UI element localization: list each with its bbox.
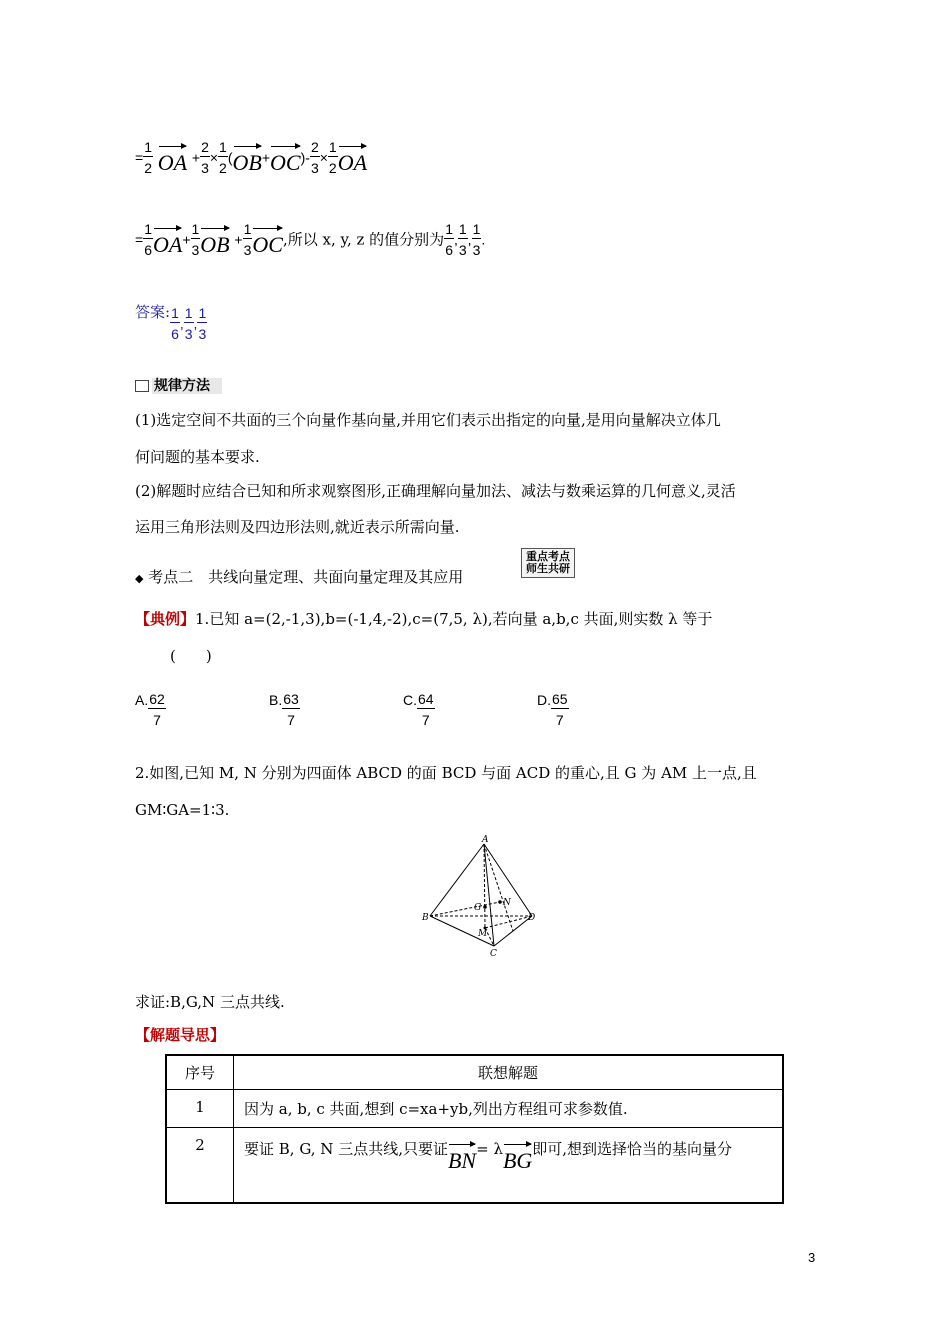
equation-line-2: = $\frac{1}{6}$ OA+ $\frac{1}{3}$ OB + $\frac{1}{3}$ OC,所以 x, y, z 的值分别为 $\frac{1}{6}$ , $\frac{1}{3}$ , $\frac{1}{3}$ . [135, 221, 486, 258]
label-b: B [422, 913, 429, 923]
prove-statement: 求证:B,G,N 三点共线. [135, 993, 285, 1011]
vector-ob: OB [200, 224, 229, 256]
answer-paren: ( ) [170, 647, 212, 665]
fraction: $\frac{1}{3}$ [243, 221, 252, 258]
option-d[interactable]: D. $\frac{65}{7}$ [537, 691, 568, 728]
vector-oa: OA [153, 224, 182, 256]
fraction: $\frac{1}{6}$ [445, 221, 453, 258]
method-paragraph-2b: 运用三角形法则及四边形法则,就近表示所需向量. [135, 518, 460, 536]
fraction: $\frac{1}{3}$ [198, 305, 207, 342]
fraction: $\frac{1}{6}$ [171, 305, 179, 342]
vector-bn: BN [448, 1140, 476, 1172]
label-n: N [503, 898, 511, 908]
option-a[interactable]: A. $\frac{62}{7}$ [135, 691, 165, 728]
section-heading [135, 566, 463, 590]
page-number: 3 [808, 1250, 816, 1265]
fraction: $\frac{1}{2}$ [144, 139, 152, 176]
tetrahedron-figure [418, 832, 542, 960]
fraction: $\frac{1}{2}$ [328, 139, 337, 176]
table-row: 2 要证 B, G, N 三点共线,只要证BN= λBG即可,想到选择恰当的基向量分 [166, 1128, 783, 1204]
answer-label: 答案: [135, 302, 171, 321]
guide-tag: 【解题导思】 [135, 1026, 226, 1044]
vector-bg: BG [503, 1140, 532, 1172]
fraction: $\frac{2}{3}$ [310, 139, 319, 176]
table-header-row [166, 1055, 783, 1090]
vector-oc: OC [252, 224, 283, 256]
equation-line-1: = $\frac{1}{2}$ OA + $\frac{2}{3}$ × $\frac{1}{2}$ (OB+OC)- $\frac{2}{3}$ × $\frac{1}{2}$ OA [135, 139, 368, 176]
label-a: A [482, 835, 489, 845]
vector-oa: OA [338, 142, 367, 174]
answer-line: 答案: $\frac{1}{6}$ , $\frac{1}{3}$ , $\frac{1}{3}$ [135, 302, 207, 342]
method-title: 规律方法 [152, 378, 222, 394]
guide-table [165, 1054, 784, 1204]
vector-ob: OB [233, 142, 262, 174]
example-tag: 【典例】 [135, 610, 196, 628]
table-row: 1 因为 a, b, c 共面,想到 c=xa+yb,列出方程组可求参数值. [166, 1090, 783, 1128]
vector-oa: OA [158, 142, 187, 174]
example-question: 【典例】1.已知 a=(2,-1,3),b=(-1,4,-2),c=(7,5, λ),若向量 a,b,c 共面,则实数 λ 等于 [135, 610, 713, 628]
method-icon [135, 380, 149, 392]
header-content: 联想解题 [234, 1055, 784, 1090]
method-paragraph-1b: 何问题的基本要求. [135, 448, 260, 466]
option-c[interactable]: C. $\frac{64}{7}$ [403, 691, 434, 728]
fraction: $\frac{1}{3}$ [191, 221, 200, 258]
label-c: C [490, 949, 497, 959]
method-paragraph-2a: (2)解题时应结合已知和所求观察图形,正确理解向量加法、减法与数乘运算的几何意义,灵活 [135, 482, 736, 500]
fraction: $\frac{2}{3}$ [201, 139, 209, 176]
question-2-line-1: 2.如图,已知 M, N 分别为四面体 ABCD 的面 BCD 与面 ACD 的重心,且 G 为 AM 上一点,且 [135, 764, 757, 782]
option-b[interactable]: B. $\frac{63}{7}$ [269, 691, 299, 728]
fraction: $\frac{1}{3}$ [184, 305, 193, 342]
label-m: M [478, 929, 488, 939]
fraction: $\frac{1}{6}$ [144, 221, 152, 258]
fraction: $\frac{1}{3}$ [458, 221, 467, 258]
label-d: D [528, 913, 536, 923]
section-badge: 重点考点 师生共研 [521, 548, 575, 578]
fraction: $\frac{1}{3}$ [472, 221, 481, 258]
section-title: 考点二 共线向量定理、共面向量定理及其应用 [148, 568, 464, 586]
fraction: $\frac{1}{2}$ [219, 139, 227, 176]
diamond-icon: ◆ [135, 572, 144, 585]
vector-oc: OC [270, 142, 301, 174]
label-g: G [474, 903, 482, 913]
method-header [135, 375, 222, 395]
method-paragraph-1a: (1)选定空间不共面的三个向量作基向量,并用它们表示出指定的向量,是用向量解决立体几 [135, 411, 721, 429]
header-no: 序号 [166, 1055, 234, 1090]
question-2-line-2: GM∶GA=1∶3. [135, 801, 230, 819]
